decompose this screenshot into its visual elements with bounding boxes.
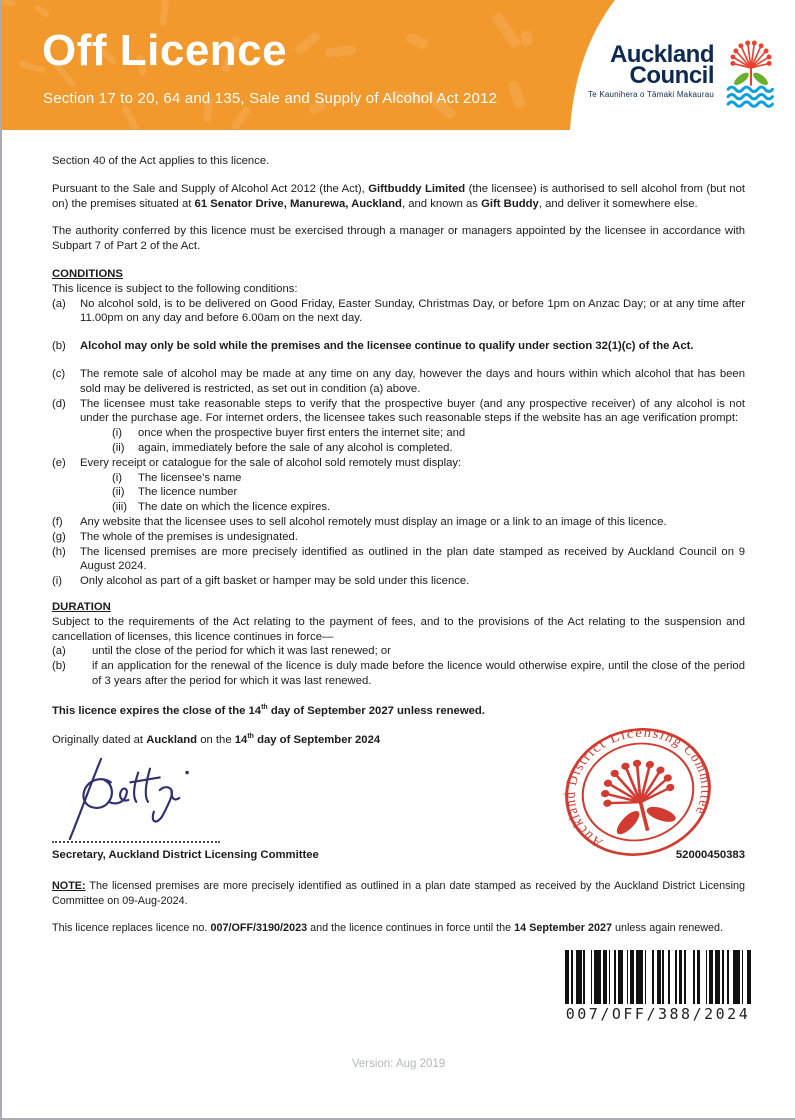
intro-paragraph-2: Pursuant to the Sale and Supply of Alcohol Act 2012 (the Act), Giftbuddy Limited (the licensee) is authorised to sell alcohol from (but not on) the premises situated at 61 Senator Drive, Manurewa, Auckland, and known as Gift Buddy, and deliver it somewhere else. bbox=[52, 182, 745, 210]
condition-subitem bbox=[112, 426, 745, 441]
duration-text: if an application for the renewal of the licence is duly made before the licence would otherwise expire, until the close of the period of 3 years after the period for which it was last renewed. bbox=[92, 660, 745, 687]
duration-text: until the close of the period for which it was last renewed; or bbox=[92, 645, 391, 658]
licence-number: 52000450383 bbox=[675, 849, 745, 862]
condition-text bbox=[80, 367, 745, 397]
dated-statement: Originally dated at Auckland on the 14th day of September 2024 bbox=[52, 732, 381, 746]
subitem-label: (i) bbox=[112, 427, 123, 440]
barcode-bars bbox=[551, 950, 765, 1004]
condition-label: (d) bbox=[52, 397, 66, 410]
condition-label: (f) bbox=[52, 515, 63, 528]
subitem-label: (iii) bbox=[112, 501, 128, 514]
condition-item-c bbox=[52, 367, 745, 397]
logo-line1: Auckland bbox=[609, 41, 714, 68]
district-licensing-committee-stamp bbox=[544, 719, 732, 865]
condition-paragraph: Only alcohol as part of a gift basket or hamper may be sold under this licence. bbox=[80, 575, 470, 588]
subitem-label: (i) bbox=[112, 471, 123, 484]
duration-label: (a) bbox=[52, 645, 66, 658]
expiry-statement: This licence expires the close of the 14th day of September 2027 unless renewed. bbox=[52, 703, 485, 717]
condition-label: (i) bbox=[52, 575, 63, 588]
condition-text bbox=[80, 574, 745, 589]
condition-subitem bbox=[112, 485, 745, 500]
barcode bbox=[551, 950, 765, 1023]
logo-tagline: Te Kaunihera o Tāmaki Makaurau bbox=[588, 90, 714, 99]
intro-paragraph-1: Section 40 of the Act applies to this licence. bbox=[52, 155, 270, 167]
subitem-label: (ii) bbox=[112, 441, 125, 454]
condition-item-h bbox=[52, 545, 745, 575]
condition-paragraph: The licensee must take reasonable steps to verify that the prospective buyer (and any prospective receiver) of any alcohol is not under the purchase age. For internet orders, the licensee takes such reasonable steps if the website has an age verification prompt: bbox=[80, 397, 745, 425]
document-body bbox=[2, 130, 795, 936]
condition-text bbox=[80, 397, 745, 456]
condition-label: (g) bbox=[52, 530, 66, 543]
condition-label: (h) bbox=[52, 545, 66, 558]
condition-text bbox=[80, 545, 745, 575]
condition-subitem bbox=[112, 441, 745, 456]
condition-paragraph: Alcohol may only be sold while the premises and the licensee continue to qualify under section 32(1)(c) of the Act. bbox=[80, 340, 694, 353]
condition-text bbox=[80, 297, 745, 327]
condition-text bbox=[80, 339, 745, 354]
condition-paragraph: Every receipt or catalogue for the sale of alcohol sold remotely must display: bbox=[80, 456, 462, 469]
condition-item-a bbox=[52, 297, 745, 327]
secretary-title: Secretary, Auckland District Licensing Committee bbox=[52, 849, 319, 862]
intro-paragraph-3: The authority conferred by this licence must be exercised through a manager or managers appointed by the licensee in accordance with Subpart 7 of Part 2 of the Act. bbox=[52, 225, 745, 253]
document-header bbox=[2, 0, 795, 130]
subitem-text: again, immediately before the sale of any alcohol is completed. bbox=[138, 441, 453, 454]
signature-dotted-line bbox=[52, 841, 220, 843]
condition-text bbox=[80, 456, 745, 515]
subitem-text: The licensee’s name bbox=[138, 471, 242, 484]
condition-paragraph: The whole of the premises is undesignated. bbox=[80, 530, 298, 543]
logo-line2: Council bbox=[629, 62, 714, 89]
condition-item-e bbox=[52, 456, 745, 515]
duration-list bbox=[52, 644, 745, 688]
page-title: Off Licence bbox=[42, 26, 288, 75]
stamp-text: Auckland District Licensing Committee bbox=[561, 725, 715, 851]
condition-label: (a) bbox=[52, 297, 66, 310]
condition-label: (b) bbox=[52, 340, 66, 353]
condition-paragraph: No alcohol sold, is to be delivered on Good Friday, Easter Sunday, Christmas Day, or before 1pm on Anzac Day; or at any time after 11.00pm on any day and before 6.00am on the next day. bbox=[80, 297, 745, 325]
logo-wordmark bbox=[588, 36, 714, 99]
auckland-council-logo bbox=[588, 36, 781, 110]
duration-intro: Subject to the requirements of the Act relating to the payment of fees, and to the provisions of the Act relating to the suspension and cancellation of licenses, this licence continues in force— bbox=[52, 615, 745, 643]
condition-text bbox=[80, 515, 745, 530]
duration-item-a bbox=[52, 644, 745, 659]
condition-subitem bbox=[112, 500, 745, 515]
signature-ink bbox=[58, 753, 238, 841]
duration-heading: DURATION bbox=[52, 600, 111, 613]
replaces-paragraph: This licence replaces licence no. 007/OFF/3190/2023 and the licence continues in force until the 14 September 2027 unless again renewed. bbox=[52, 922, 724, 935]
pohutukawa-waves-icon bbox=[721, 36, 781, 110]
subitem-label: (ii) bbox=[112, 486, 125, 499]
condition-subitem bbox=[112, 471, 745, 486]
condition-paragraph: The licensed premises are more precisely identified as outlined in the plan date stamped as received by Auckland Council on 9 August 2024. bbox=[80, 545, 745, 573]
page-subtitle: Section 17 to 20, 64 and 135, Sale and Supply of Alcohol Act 2012 bbox=[43, 90, 498, 107]
duration-item-b bbox=[52, 659, 745, 689]
condition-item-g bbox=[52, 530, 745, 545]
condition-item-f bbox=[52, 515, 745, 530]
subitem-text: The licence number bbox=[138, 486, 238, 499]
conditions-intro: This licence is subject to the following conditions: bbox=[52, 282, 298, 295]
condition-item-i bbox=[52, 574, 745, 589]
condition-text bbox=[80, 530, 745, 545]
condition-item-d bbox=[52, 397, 745, 456]
note-paragraph: NOTE: The licensed premises are more precisely identified as outlined in a plan date stamped as received by the Auckland District Licensing Committee on 09-Aug-2024. bbox=[52, 880, 745, 907]
barcode-text: 007/OFF/388/2024 bbox=[565, 1005, 751, 1023]
conditions-heading: CONDITIONS bbox=[52, 267, 123, 280]
subitem-text: once when the prospective buyer first enters the internet site; and bbox=[138, 427, 466, 440]
condition-paragraph: The remote sale of alcohol may be made at any time on any day, however the days and hours within which alcohol that has been sold may be delivered is restricted, as set out in condition (a) above. bbox=[80, 367, 745, 395]
version-footer: Version: Aug 2019 bbox=[351, 1058, 446, 1070]
duration-label: (b) bbox=[52, 660, 66, 673]
conditions-list bbox=[52, 297, 745, 589]
condition-paragraph: Any website that the licensee uses to sell alcohol remotely must display an image or a link to an image of this licence. bbox=[80, 515, 667, 528]
condition-label: (e) bbox=[52, 456, 66, 469]
condition-item-b bbox=[52, 339, 745, 354]
condition-label: (c) bbox=[52, 367, 66, 380]
subitem-text: The date on which the licence expires. bbox=[138, 501, 331, 514]
